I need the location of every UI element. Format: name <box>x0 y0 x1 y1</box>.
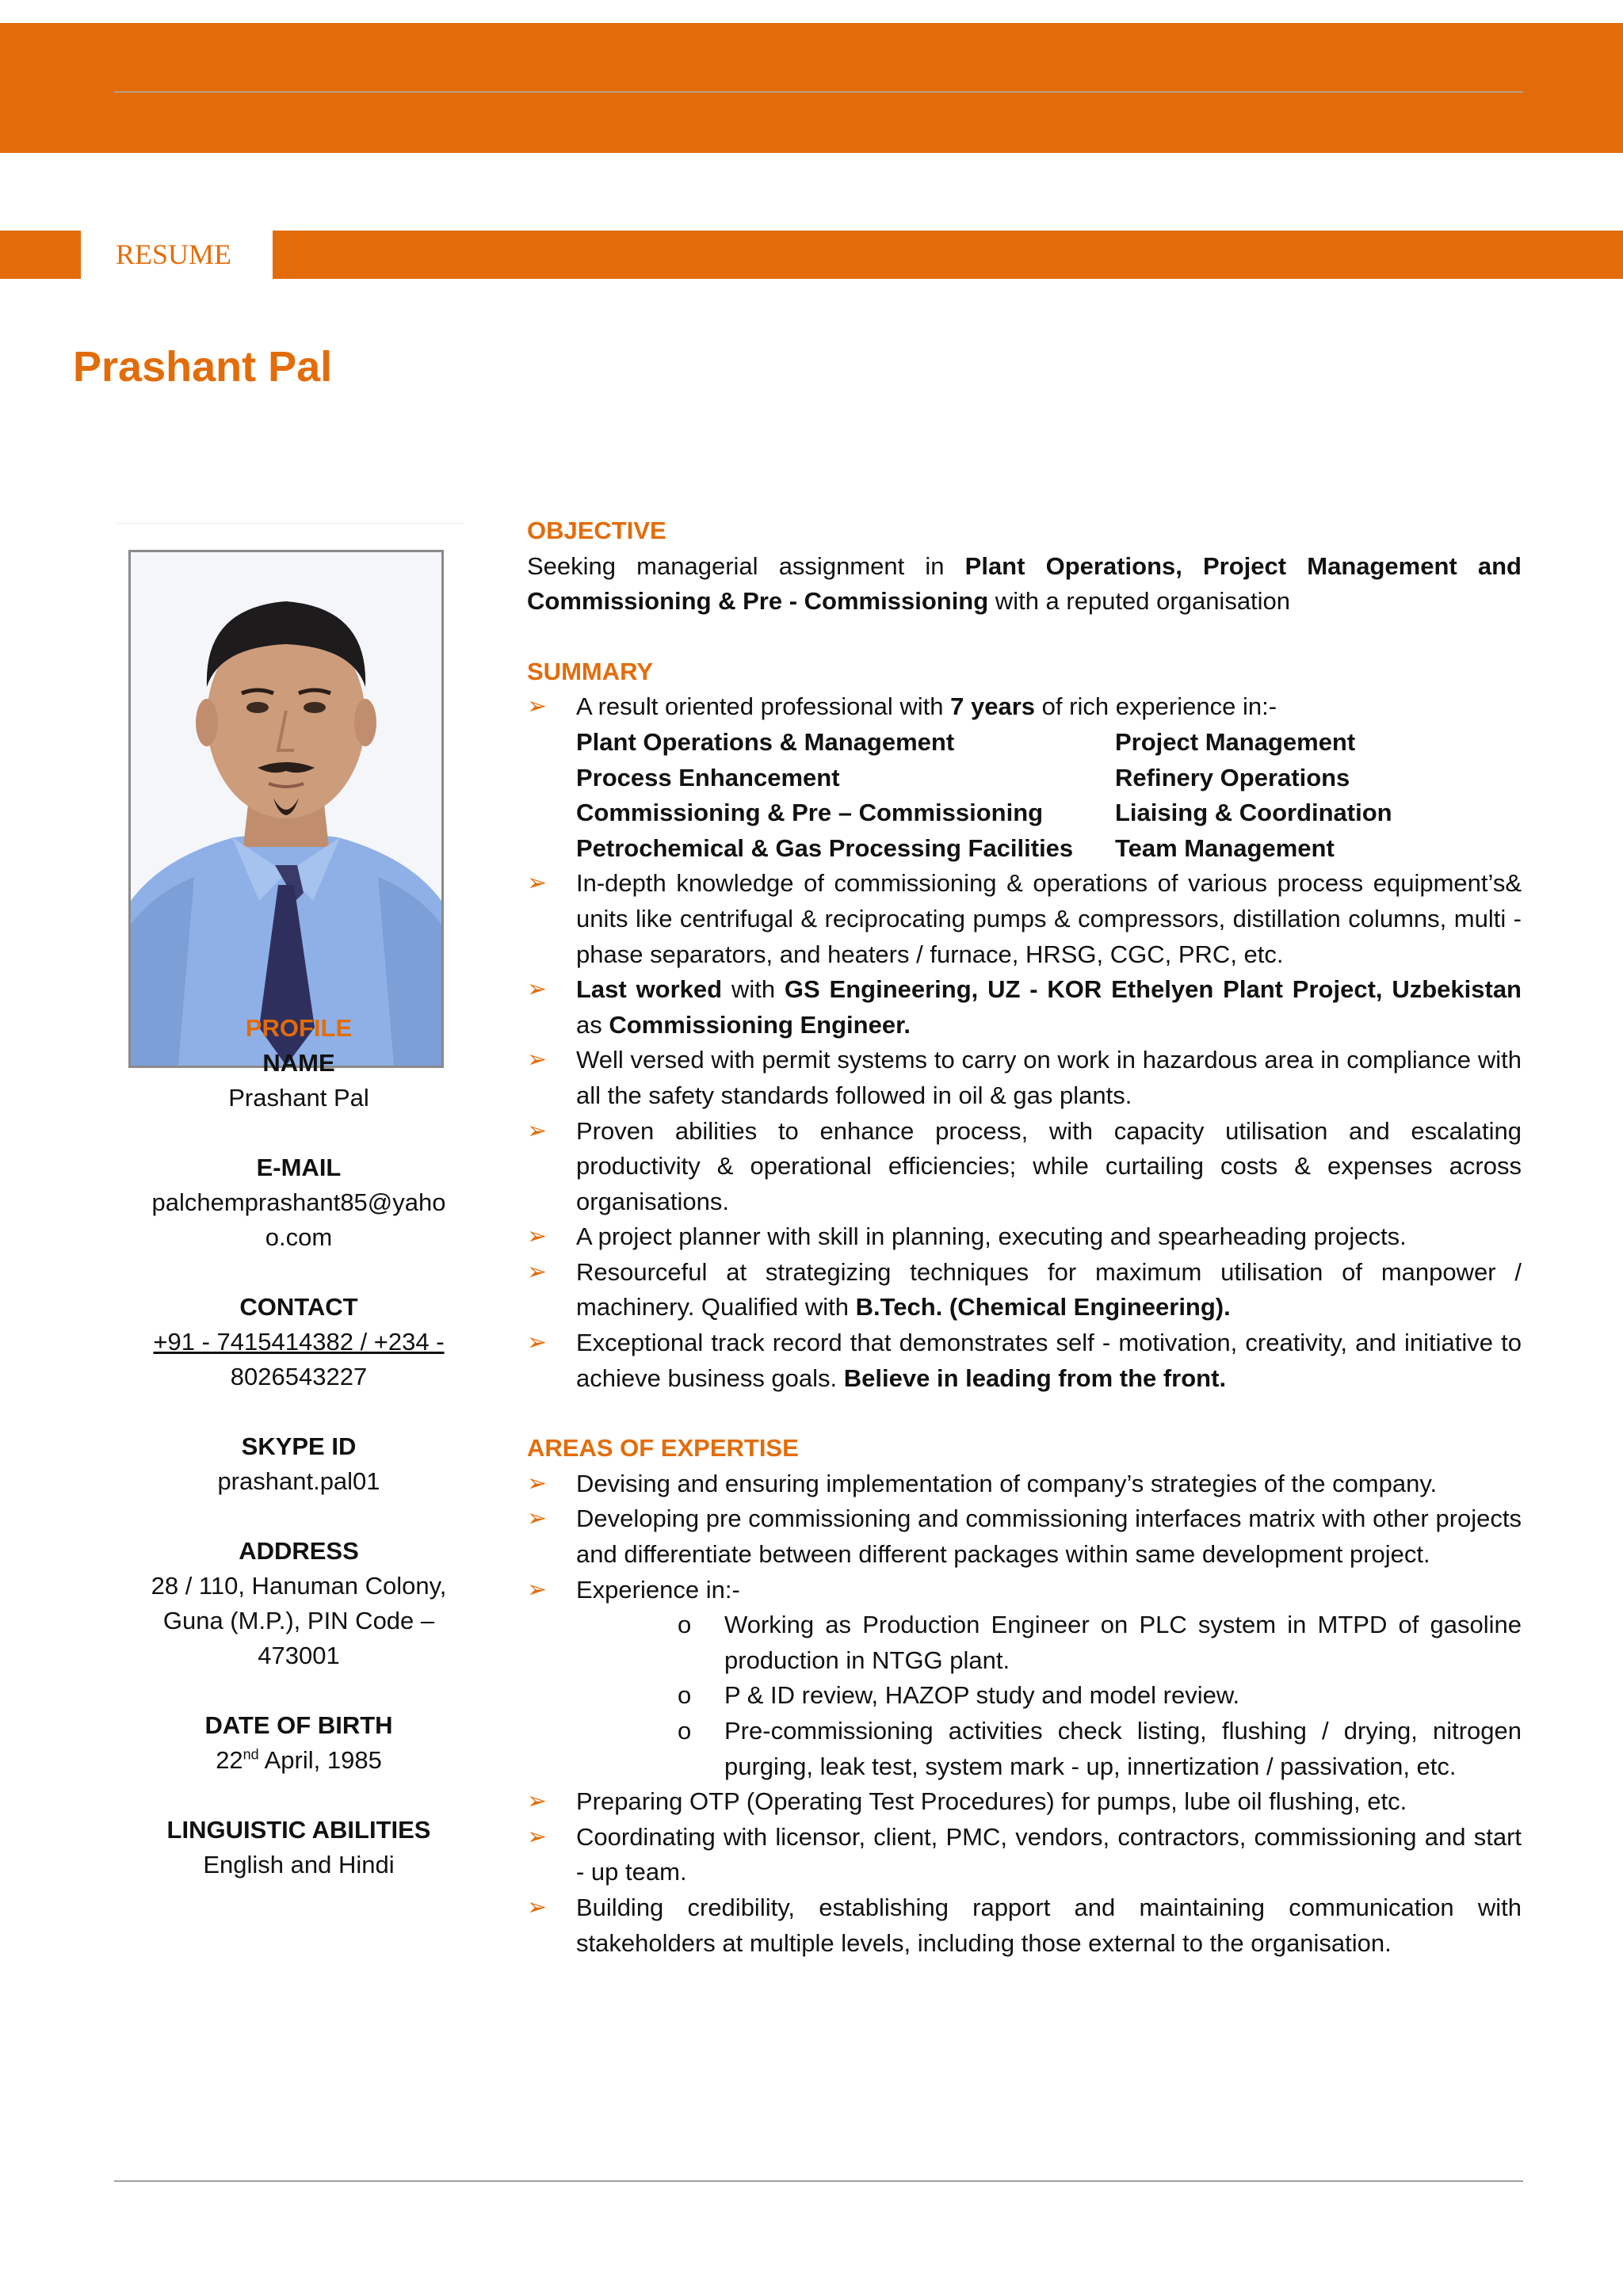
person-photo-icon <box>131 552 441 1066</box>
arrow-bullet-icon: ➢ <box>527 1576 548 1603</box>
dob-day: 22 <box>216 1746 243 1774</box>
address-label: ADDRESS <box>239 1537 359 1565</box>
footer-rule <box>114 2180 1523 2182</box>
arrow-bullet-icon: ➢ <box>527 1329 548 1356</box>
circle-bullet-icon: o <box>678 1681 692 1710</box>
expertise-item: ➢ Building credibility, establishing rapport and maintaining communication with stakeholders at multiple levels, including those external to the organisation. <box>527 1890 1522 1961</box>
expertise-item: ➢ Experience in:- <box>527 1573 1522 1608</box>
summary-item: ➢ Proven abilities to enhance process, with capacity utilisation and escalating productivity & operational efficiencies; while curtailing costs & expenses across organisations. <box>527 1114 1522 1220</box>
skill-item: Project Management <box>1115 727 1356 756</box>
summary-item: ➢ Well versed with permit systems to carry on work in hazardous area in compliance with all the safety standards followed in oil & gas plants. <box>527 1043 1522 1113</box>
objective-text: Seeking managerial assignment in Plant Operations, Project Management and Commissioning & Pre - Commissioning with a reputed organisation <box>527 551 1522 616</box>
expertise-item: ➢ Coordinating with licensor, client, PMC, vendors, contractors, commissioning and start - up team. <box>527 1820 1522 1890</box>
profile-photo <box>128 550 444 1068</box>
skills-grid <box>527 725 1522 866</box>
skype-value: prashant.pal01 <box>217 1467 380 1495</box>
header-rule <box>114 91 1523 93</box>
main-content <box>527 513 1522 1961</box>
arrow-bullet-icon: ➢ <box>527 1894 548 1920</box>
dob-rest: April, 1985 <box>258 1746 382 1774</box>
header-band <box>0 23 1623 153</box>
profile-sidebar <box>128 1011 469 1882</box>
circle-bullet-icon: o <box>678 1717 692 1745</box>
candidate-name: Prashant Pal <box>73 343 333 391</box>
experience-subitem: o Working as Production Engineer on PLC system in MTPD of gasoline production in NTGG plant. <box>527 1608 1522 1678</box>
expertise-item: ➢ Preparing OTP (Operating Test Procedures) for pumps, lube oil flushing, etc. <box>527 1784 1522 1820</box>
summary-item: ➢ Last worked with GS Engineering, UZ - KOR Ethelyen Plant Project, Uzbekistan as Commissioning Engineer. <box>527 972 1522 1043</box>
address-line3: 473001 <box>258 1642 340 1669</box>
address-line2: Guna (M.P.), PIN Code – <box>162 1607 435 1634</box>
languages-label: LINGUISTIC ABILITIES <box>166 1816 431 1844</box>
skill-item: Commissioning & Pre – Commissioning <box>576 799 1044 827</box>
expertise-item: ➢ Developing pre commissioning and commissioning interfaces matrix with other projects and differentiate between different packages within same development project. <box>527 1501 1522 1572</box>
email-value-line1: palchemprashant85@yaho <box>151 1188 446 1216</box>
experience-subitem: o P & ID review, HAZOP study and model review. <box>527 1678 1522 1714</box>
summary-item: ➢ A result oriented professional with 7 years of rich experience in:- <box>527 689 1522 725</box>
arrow-bullet-icon: ➢ <box>527 1047 548 1074</box>
skill-item: Plant Operations & Management <box>576 727 955 756</box>
contact-value-line1: +91 - 7415414382 / +234 - <box>153 1328 445 1356</box>
dob-value <box>128 1743 469 1778</box>
address-line1: 28 / 110, Hanuman Colony, <box>151 1572 447 1600</box>
skill-item: Liaising & Coordination <box>1115 799 1392 827</box>
arrow-bullet-icon: ➢ <box>527 1223 548 1250</box>
contact-value-line2: 8026543227 <box>230 1363 368 1390</box>
resume-bar-right <box>273 231 1623 279</box>
languages-value: English and Hindi <box>203 1851 395 1878</box>
arrow-bullet-icon: ➢ <box>527 693 548 720</box>
arrow-bullet-icon: ➢ <box>527 870 548 897</box>
skype-label: SKYPE ID <box>241 1432 357 1460</box>
arrow-bullet-icon: ➢ <box>527 1823 548 1850</box>
dob-suffix: nd <box>242 1746 259 1763</box>
arrow-bullet-icon: ➢ <box>527 1117 548 1144</box>
dob-label: DATE OF BIRTH <box>204 1711 393 1739</box>
profile-heading: PROFILE <box>245 1014 353 1042</box>
summary-heading: SUMMARY <box>527 657 654 685</box>
summary-item: ➢ Exceptional track record that demonstrates self - motivation, creativity, and initiative to achieve business goals. Believe in leading from the front. <box>527 1325 1522 1396</box>
circle-bullet-icon: o <box>678 1611 692 1639</box>
resume-label: RESUME <box>116 238 232 270</box>
sidebar-rule <box>116 523 464 524</box>
expertise-heading: AREAS OF EXPERTISE <box>527 1434 799 1463</box>
resume-bar-left <box>0 231 81 279</box>
expertise-item: ➢ Devising and ensuring implementation of company’s strategies of the company. <box>527 1466 1522 1502</box>
summary-item: ➢ In-depth knowledge of commissioning & operations of various process equipment’s& units like centrifugal & reciprocating pumps & compressors, distillation columns, multi - phase separators, and heaters / furnace, HRSG, CGC, PRC, etc. <box>527 866 1522 972</box>
email-label: E-MAIL <box>256 1154 342 1181</box>
skill-item: Team Management <box>1115 833 1335 862</box>
arrow-bullet-icon: ➢ <box>527 976 548 1003</box>
experience-subitem: o Pre-commissioning activities check listing, flushing / drying, nitrogen purging, leak test, system mark - up, innertization / passivation, etc. <box>527 1714 1522 1784</box>
email-value-line2: o.com <box>265 1223 333 1251</box>
arrow-bullet-icon: ➢ <box>527 1258 548 1285</box>
skill-item: Process Enhancement <box>576 763 840 791</box>
summary-item: ➢ Resourceful at strategizing techniques for maximum utilisation of manpower / machinery. Qualified with B.Tech. (Chemical Engineering). <box>527 1255 1522 1325</box>
objective-heading: OBJECTIVE <box>527 517 666 544</box>
arrow-bullet-icon: ➢ <box>527 1788 548 1815</box>
name-label: NAME <box>262 1049 335 1077</box>
skill-item: Refinery Operations <box>1115 763 1350 791</box>
name-value: Prashant Pal <box>228 1084 369 1112</box>
arrow-bullet-icon: ➢ <box>527 1505 548 1532</box>
contact-label: CONTACT <box>239 1293 358 1321</box>
summary-item: ➢ A project planner with skill in planning, executing and spearheading projects. <box>527 1219 1522 1255</box>
skill-item: Petrochemical & Gas Processing Facilities <box>576 833 1074 862</box>
arrow-bullet-icon: ➢ <box>527 1470 548 1497</box>
